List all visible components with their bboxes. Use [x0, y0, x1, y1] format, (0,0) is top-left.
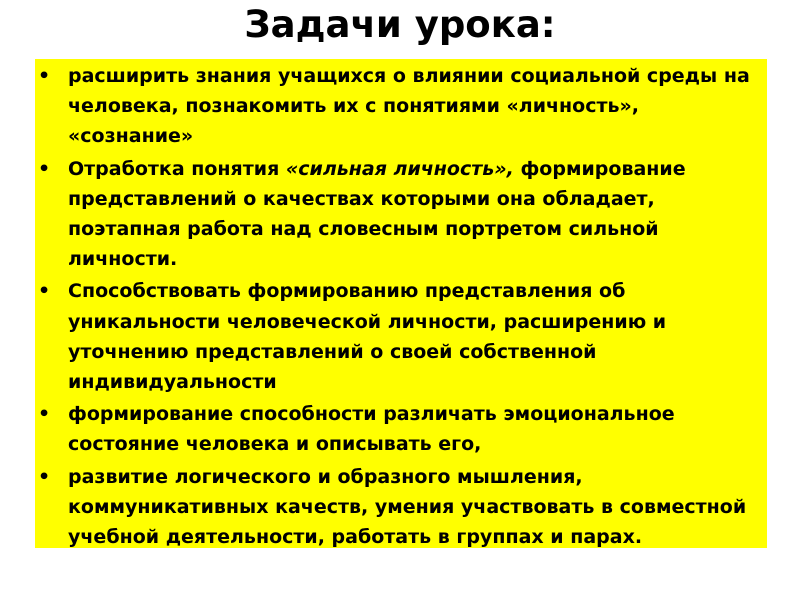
bullet-icon: • — [38, 403, 51, 426]
task-item — [30, 399, 770, 459]
task-item-text — [68, 276, 770, 397]
task-item — [30, 61, 770, 152]
task-item-text — [68, 154, 770, 275]
bullet-icon: • — [38, 465, 51, 488]
bullet-icon: • — [38, 280, 51, 303]
bullet-icon: • — [38, 157, 51, 180]
task-item-text — [68, 462, 770, 553]
task-item-text — [68, 399, 770, 459]
task-text-part: развитие логического и образного мышления, коммуникативных качеств, умения участвовать в совместной учебной деятельности, работать в группах и парах. — [68, 465, 747, 549]
emphasized-term: «сильная личность», — [285, 157, 514, 180]
task-item — [30, 462, 770, 553]
task-text-part: формирование способности различать эмоциональное состояние человека и описывать его, — [68, 403, 675, 456]
task-item — [30, 276, 770, 397]
task-text-part: Отработка понятия — [68, 157, 286, 180]
task-item-text — [68, 61, 770, 152]
task-list — [30, 61, 770, 554]
task-item — [30, 154, 770, 275]
task-text-part: Способствовать формированию представления об уникальности человеческой личности, расширению и уточнению представлений о своей собственной индивидуальности — [68, 280, 667, 394]
task-text-part: формирование представлений о качествах которыми она обладает, поэтапная работа над словесным портретом сильной личности. — [68, 157, 686, 271]
bullet-icon: • — [38, 65, 51, 87]
slide-title: Задачи урока: — [244, 3, 556, 46]
task-text-part: расширить знания учащихся о влиянии социальной среды на человека, познакомить их с понятиями «личность», «сознание» — [68, 65, 750, 148]
